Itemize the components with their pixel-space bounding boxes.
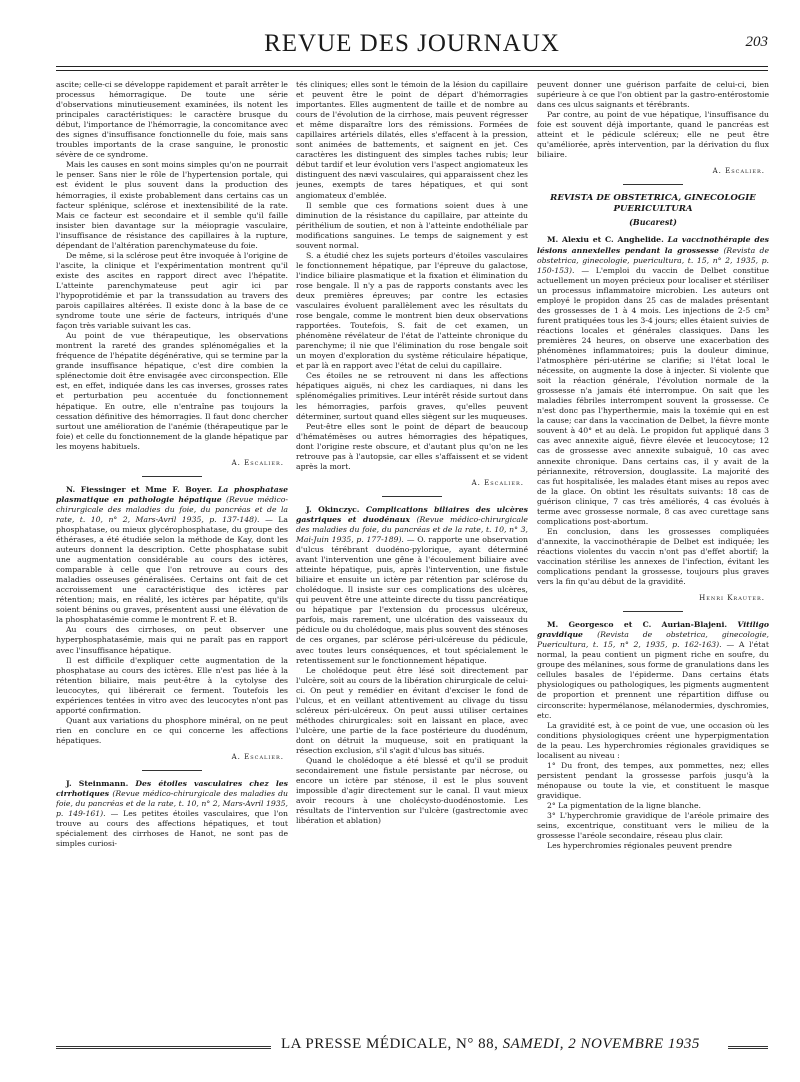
reviewer-signature: A. Escalier. <box>471 478 524 487</box>
article-reference: (Revista de obstetrica, ginecologie, Puericultura, t. 15, n° 2, 1935, p. 162-163). <box>537 630 769 650</box>
article-heading <box>296 505 528 666</box>
article-body: — Les petites étoiles vasculaires, que l'on trouve au cours des affections hépatiques, et tout spécialement des cirrhoses de Hanot, ne sont pas de simples curiosi- <box>56 809 288 849</box>
article-title: La vaccinothérapie des lésions annexielles pendant la grossesse <box>537 235 769 255</box>
paragraph: 3° L'hyperchromie gravidique de l'aréole primaire des seins, excentrique, constituant vers le milieu de la grossesse l'aréole secondaire, réseau plus clair. <box>537 811 769 841</box>
paragraph: Les hyperchromies régionales peuvent prendre <box>547 841 732 851</box>
column-left <box>56 80 288 1028</box>
paragraph: La gravidité est, à ce point de vue, une occasion où les conditions physiologiques créent une hyperpigmentation de la peau. Les hyperchromies régionales gravidiques se localisent au niveau : <box>537 720 769 760</box>
page-number: 203 <box>745 34 768 50</box>
article-title: Vitiligo gravidique <box>537 620 769 640</box>
paragraph: tés cliniques; elles sont le témoin de la lésion du capillaire et peuvent être le point de départ d'hémorragies importantes. Elles augmentent de taille et de nombre au cours de l'évolution de la cirrhose, mais peuvent régresser et même disparaître lors des rémissions. Formées de capillaires artériels dilatés, elles s'effacent à la pression, sont animées de battements, et saignent en jet. Ces caractères les distinguent des simples taches rubis; leur début tardif et leur évolution vers l'aspect angiomateux les distinguent des nævi vasculaires, qui apparaissent chez les jeunes, exempts de tares hépatiques, et qui sont angiomateux d'emblée. <box>296 80 528 200</box>
article-divider <box>382 496 442 497</box>
journal-title: REVUE DES JOURNAUX <box>264 30 560 57</box>
article-reference: (Revue médico-chirurgicale des maladies du foie, du pancréas et de la rate, t. 10, n° 2, Mars-Avril 1935, p. 137-148). <box>56 494 288 524</box>
paragraph: 2° La pigmentation de la ligne blanche. <box>547 801 701 810</box>
footer-journal: LA PRESSE MÉDICALE, N° 88, <box>281 1036 499 1052</box>
paragraph: Au cours des cirrhoses, on peut observer une hyperphosphatasémie, mais qui ne paraît pas en rapport avec l'insuffisance hépatique. <box>56 625 288 655</box>
article-divider <box>142 770 202 771</box>
article-title: La phosphatase plasmatique en pathologie hépatique <box>56 484 288 504</box>
paragraph: Quant aux variations du phosphore minéral, on ne peut rien en conclure en ce qui concerne les affections hépatiques. <box>56 715 288 745</box>
footer-rule-right <box>728 1046 768 1049</box>
article-authors: M. Georgesco et C. Aurian-Blajeni. <box>547 620 728 630</box>
article-authors: J. Steinmann. <box>66 779 129 789</box>
paragraph: En conclusion, dans les grossesses compliquées d'annexite, la vaccinothérapie de Delbet est indiquée; les réactions violentes du vaccin n'ont pas d'effet abortif; la vaccination stérilise les annexes de l'infection, évitant les complications pendant la grossesse, toujours plus graves vers la fin qu'au début de la gravidité. <box>537 526 769 587</box>
article-authors: N. Fiessinger et Mme F. Boyer. <box>66 484 213 494</box>
paragraph: Il est difficile d'expliquer cette augmentation de la phosphatase au cours des ictères. Elle n'est pas liée à la rétention biliaire, mais peut-être à la cytolyse des leucocytes, qui libérerait ce ferment. Toutefois les expériences tentées in vitro avec des leucocytes n'ont pas apporté confirmation. <box>56 655 288 715</box>
reviewer-signature: Henri Krauter. <box>699 594 765 603</box>
article-divider <box>623 611 683 612</box>
article-body: — O. rapporte une observation d'ulcus térébrant duodéno-pylorique, ayant déterminé avant l'intervention une gêne à l'écoulement biliaire avec atteinte hépatique, puis, après l'intervention, une fistule biliaire et ensuite un ictère par rétention par sclérose du cholédoque. Il insiste sur ces complications des ulcères, qui peuvent être une atteinte directe du tissu pancréatique ou hépatique par l'extension du processus ulcéreux, parfois, mais rarement, une ulcération des vaisseaux du pédicule ou du cholédoque, mais plus souvent des sténoses de ces organes, par sclérose péri-ulcéreuse du pédicule, avec toutes leurs conséquences, et tout spécialement le retentissement sur le fonctionnement hépatique. <box>296 535 528 665</box>
article-reference: (Revue médico-chirurgicale des maladies du foie, du pancréas et de la rate, t. 10, n° 2, Mars-Avril 1935, p. 149-161). <box>56 789 288 819</box>
article-authors: M. Alexiu et C. Anghelide. <box>547 235 664 245</box>
paragraph: Le cholédoque peut être lésé soit directement par l'ulcère, soit au cours de la libération chirurgicale de celui-ci. On peut y remédier en évitant d'exciser le fond de l'ulcus, et en veillant attentivement au clivage du tissu scléreux péri-ulcéreux. On peut aussi utiliser certaines méthodes chirurgicales: soit en laissant en place, avec l'ulcère, une partie de la face postérieure du duodénum, dont on détruit la muqueuse, soit en pratiquant la résection exclusion, s'il s'agit d'ulcus bas situés. <box>296 665 528 755</box>
paragraph: Il semble que ces formations soient dues à une diminution de la résistance du capillaire, par atteinte du périthélium de soutien, et non à l'atteinte endothéliale par modifications sanguines. Le temps de saignement y est souvent normal. <box>296 200 528 250</box>
article-heading <box>56 779 288 849</box>
paragraph: Mais les causes en sont moins simples qu'on ne pourrait le penser. Sans nier le rôle de l'hypertension portale, qui est évident le plus souvent dans la production des hémorragies, il existe probablement dans certains cas un facteur splénique, sclérose et inextensibilité de la rate. Mais ce facteur est secondaire et il semble qu'il faille insister bien davantage sur la méiopragie vasculaire, l'insuffisance de résistance des capillaires à la rupture, dépendant de l'altération parenchymateuse du foie. <box>56 160 288 250</box>
article-title: Complications biliaires des ulcères gastriques et duodénaux <box>296 504 528 524</box>
header-rule-double <box>56 70 768 71</box>
article-heading <box>56 485 288 626</box>
footer-date: SAMEDI, 2 NOVEMBRE 1935 <box>502 1036 700 1052</box>
reviewer-signature: A. Escalier. <box>712 167 765 176</box>
paragraph: ascite; celle-ci se développe rapidement et paraît arrêter le processus hémorragique. De toute une série d'observations minutieusement examinées, ils notent les principales caractéristiques: le caractère brusque du début, l'importance de l'hémorragie, la concomitance avec des signes d'insuffisance fonctionnelle du foie, mais sans troubles importants de la crase sanguine, le pronostic sévère de ce syndrome. <box>56 80 288 160</box>
paragraph: Ces étoiles ne se retrouvent ni dans les affections hépatiques aiguës, ni chez les cardiaques, ni dans les splénomégalies primitives. Leur intérêt réside surtout dans les hémorragies, parfois graves, qu'elles peuvent déterminer, surtout quand elles siègent sur les muqueuses. <box>296 371 528 421</box>
paragraph: De même, si la sclérose peut être invoquée à l'origine de l'ascite, la clinique et l'expérimentation montrent qu'il existe des ascites en rapport direct avec l'hépatite. L'atteinte parenchymateuse peut agir ici par l'hypoprotidémie et par la transsudation au travers des parois capillaires altérées. Il existe donc à la base de ce syndrome toute une série de facteurs, intriqués d'une façon très variable suivant les cas. <box>56 250 288 331</box>
article-reference: (Revue médico-chirurgicale des maladies du foie, du pancréas et de la rate, t. 10, n° 3, Mai-Juin 1935, p. 177-189). <box>296 514 528 545</box>
paragraph: Quand le cholédoque a été blessé et qu'il se produit secondairement une fistule persistante par nécrose, ou encore un ictère par sténose, il est le plus souvent impossible d'agir directement sur le canal. Il vaut mieux avoir recours à une cholécysto-duodénostomie. Les résultats de l'intervention sur l'ulcère (gastrectomie avec libération et ablation) <box>296 756 528 826</box>
article-divider <box>623 184 683 185</box>
article-body: — La phosphatase, ou mieux glycérophosphatase, du groupe des éthérases, a été étudiée selon la méthode de Kay, dont les auteurs donnent la description. Cette phosphatase subit une augmentation considérable au cours des ictères, comparable à celle que l'on retrouve au cours des maladies osseuses généralisées. Certains ont fait de cet accroissement une caractéristique des ictères par rétention; mais, en réalité, les ictères par hépatite, qu'ils soient bénins ou graves, présentent aussi une élévation de la phosphatasémie comme le montrent F. et B. <box>56 514 288 625</box>
section-title: REVISTA DE OBSTETRICA, GINECOLOGIE PUERICULTURA <box>550 193 756 215</box>
article-divider <box>142 476 202 477</box>
column-middle <box>296 80 528 1028</box>
article-heading <box>537 620 769 720</box>
paragraph: S. a étudié chez les sujets porteurs d'étoiles vasculaires le fonctionnement hépatique, par l'épreuve du galactose, l'indice biliaire plasmatique et la fixation et élimination du rose bengale. Il n'y a pas de rapports constants avec les deux premières épreuves; par contre les ectasies vasculaires évoluent parallèlement avec les résultats du rose bengale, comme le montrent bien deux observations rapportées. Toutefois, S. fait de cet examen, un phénomène révélateur de l'état de l'atteinte chronique du parenchyme; il nie que l'élimination du rose bengale soit un moyen d'exploration du système réticulaire hépatique, et par là en rapport avec l'état de celui du capillaire. <box>296 250 528 371</box>
article-reference: (Revista de obstetrica, ginecologie, puericultura, t. 15, n° 2, 1935, p. 150-153). <box>537 245 769 275</box>
paragraph: Au point de vue thérapeutique, les observations montrent la rareté des grandes splénomégalies et la fréquence de l'hépatite dégénérative, qui se termine par la grande insuffisance hépatique, c'est dire combien la splénectomie doit être envisagée avec circonspection. Elle est, en effet, indiquée dans les cas inverses, grosses rates et perturbation peu accentuée du fonctionnement hépatique. En outre, elle n'entraîne pas toujours la cessation définitive des hémorragies. Il faut donc chercher surtout une amélioration de l'anémie (thérapeutique par le foie) et celle du fonctionnement de la glande hépatique par les moyens habituels. <box>56 331 288 451</box>
reviewer-signature: A. Escalier. <box>231 753 284 761</box>
column-right <box>537 80 769 1028</box>
article-title: Des étoiles vasculaires chez les cirrhotiques <box>56 779 288 799</box>
footer-rule-left <box>56 1046 271 1049</box>
reviewer-signature: A. Escalier. <box>231 458 284 467</box>
page-header <box>56 28 768 64</box>
paragraph: peuvent donner une guérison parfaite de celui-ci, bien supérieure à ce que l'on obtient par la gastro-entérostomie dans ces ulcus saignants et térébrants. <box>537 80 769 110</box>
section-city: (Bucarest) <box>629 217 677 228</box>
paragraph: Peut-être elles sont le point de départ de beaucoup d'hématémèses ou autres hémorragies des hépatiques, dont l'origine reste obscure, et d'autant plus qu'on ne les retrouve pas à l'autopsie, car elles s'affaissent et se vident après la mort. <box>296 421 528 471</box>
article-heading <box>537 235 769 526</box>
page-footer <box>56 1030 768 1064</box>
footer-text <box>281 1036 700 1053</box>
header-rule <box>56 66 768 67</box>
paragraph: Par contre, au point de vue hépatique, l'insuffisance du foie est souvent déjà importante, quand le pancréas est atteint et le pédicule scléreux; elle ne peut être qu'améliorée, après intervention, par la dérivation du flux biliaire. <box>537 110 769 160</box>
paragraph: 1° Du front, des tempes, aux pommettes, nez; elles persistent pendant la grossesse parfois jusqu'à la ménopause ou toute la vie, et constituent le masque gravidique. <box>537 760 769 800</box>
article-body: — A l'état normal, la peau contient un pigment riche en soufre, du groupe des mélanines, sous forme de granulations dans les cellules basales de l'épiderme. Dans certains états physiologiques ou pathologiques, les pigments augmentent de proportion et prennent une répartition diffuse ou circonscrite: hypermélanose, mélanodermies, dyschromies, etc. <box>537 640 769 720</box>
article-body: — L'emploi du vaccin de Delbet constitue actuellement un moyen précieux pour localiser et stériliser un processus inflammatoire microbien. Les auteurs ont employé le propidon dans 25 cas de malades présentant des grossesses de 1 à 4 mois. Les injections de 2-5 cm³ furent pratiquées tous les 3-4 jours; elles étaient suivies de réactions locales et générales classiques. Dans les premières 24 heures, on observe une exacerbation des phénomènes inflammatoires; puis la douleur diminue, l'atmosphère péri-utérine se clarifie; si l'état local le nécessite, on augmente la dose à injecter. Si violente que soit la réaction générale, l'évolution normale de la grossesse n'a jamais été interrompue. On sait que les maladies fébriles interrompent souvent la grossesse. Ce n'est donc pas l'hyperthermie, mais la toxémie qui en est la cause; car dans la vaccination de Delbet, la fièvre monte souvent à 40° et au delà. Le propidon fut appliqué dans 3 cas avec annexite aiguë, fièvre élevée et leucocytose; 12 cas de grossesse avec annexite subaiguë, 10 cas avec annexite chronique. Dans certains cas, il y avait de la périannexite, rétroversion, douglassite. La majorité des cas fut hospitalisée, les malades étant mises au repos avec de la glace. On obtint les résultats suivants: 18 cas de guérison clinique, 7 cas très améliorés, 4 cas évolués à terme avec grossesse normale, 8 cas avec curettage sans complications post-abortum. <box>537 265 769 526</box>
article-authors: J. Okinczyc. <box>306 504 360 514</box>
